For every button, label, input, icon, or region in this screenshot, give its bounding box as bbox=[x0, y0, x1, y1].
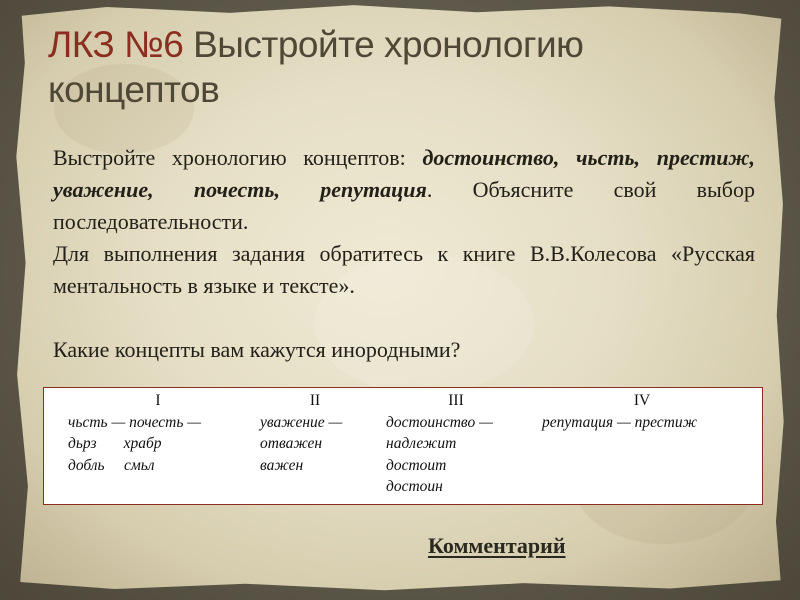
slide-title bbox=[48, 22, 728, 112]
comment-link[interactable]: Комментарий bbox=[428, 533, 566, 558]
column-header: III bbox=[448, 392, 464, 409]
task-lead: Выстройте хронологию концептов: bbox=[53, 145, 423, 170]
column-line: важен bbox=[260, 456, 304, 474]
column-line: отважен bbox=[260, 435, 323, 452]
column-line: уважение — bbox=[260, 413, 343, 431]
column-line: добль смьл bbox=[68, 456, 155, 474]
table-column-4 bbox=[542, 390, 742, 433]
table-column-2 bbox=[260, 390, 370, 476]
title-text: Выстройте хронологию концептов bbox=[48, 24, 584, 110]
table-column-1 bbox=[68, 390, 248, 476]
column-line: чьсть — почесть — bbox=[68, 413, 202, 431]
column-line: достоин bbox=[386, 478, 443, 495]
task-paragraph-2: Для выполнения задания обратитесь к книге В.В.Колесова «Русская ментальность в языке и тексте». bbox=[53, 241, 755, 298]
column-line: дьрз храбр bbox=[68, 435, 162, 452]
column-header: II bbox=[309, 392, 321, 409]
column-line: достоинство — bbox=[386, 413, 493, 431]
task-text bbox=[53, 142, 755, 366]
column-line: репутация — престиж bbox=[542, 413, 698, 431]
task-paragraph-1 bbox=[53, 142, 755, 238]
column-line: достоит bbox=[386, 456, 447, 474]
table-column-3 bbox=[386, 390, 526, 498]
task-question: Какие концепты вам кажутся инородными? bbox=[53, 337, 461, 362]
column-header: I bbox=[155, 392, 161, 409]
chronology-table bbox=[43, 387, 763, 505]
task-tail: . Объясните свой выбор последовательности. bbox=[53, 177, 755, 234]
column-header: IV bbox=[633, 392, 651, 409]
task-concepts: достоинство, чьсть, престиж, уважение, почесть, репутация bbox=[53, 145, 755, 202]
column-line: надлежит bbox=[386, 435, 457, 452]
title-accent: ЛКЗ №6 bbox=[48, 24, 184, 65]
